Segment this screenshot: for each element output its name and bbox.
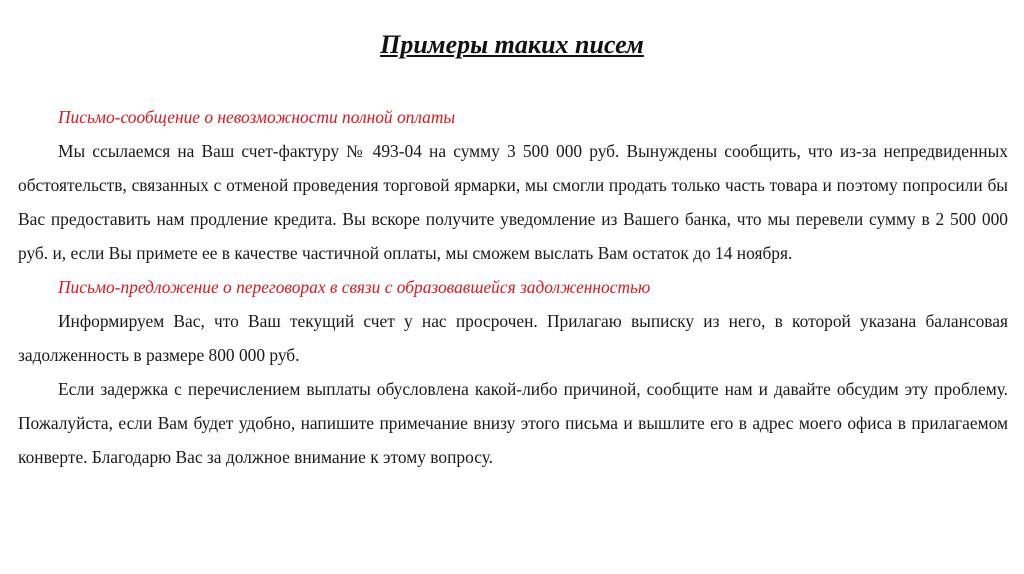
paragraph-overdue-account: Информируем Вас, что Ваш текущий счет у нас просрочен. Прилагаю выписку из него, в которой указана балансовая задолженность в размере 800 000 руб. [18,311,1008,365]
section-heading-partial-payment: Письмо-сообщение о невозможности полной оплаты [58,107,456,127]
page-title: Примеры таких писем [380,30,644,59]
paragraph-delay-request: Если задержка с перечислением выплаты обусловлена какой-либо причиной, сообщите нам и давайте обсудим эту проблему. Пожалуйста, если Вам будет удобно, напишите примечание внизу этого письма и вышлите его в адрес моего офиса в прилагаемом конверте. Благодарю Вас за должное внимание к этому вопросу. [18,379,1008,467]
section-heading-debt-negotiation: Письмо-предложение о переговорах в связи с образовавшейся задолженностью [58,277,651,297]
paragraph-partial-payment: Мы ссылаемся на Ваш счет-фактуру № 493-04 на сумму 3 500 000 руб. Вынуждены сообщить, что из-за непредвиденных обстоятельств, связанных с отменой проведения торговой ярмарки, мы смогли продать только часть товара и поэтому попросили бы Вас предоставить нам продление кредита. Вы вскоре получите уведомление из Вашего банка, что мы перевели сумму в 2 500 000 руб. и, если Вы примете ее в качестве частичной оплаты, мы сможем выслать Вам остаток до 14 ноября. [18,141,1008,263]
document-body [18,100,1008,474]
